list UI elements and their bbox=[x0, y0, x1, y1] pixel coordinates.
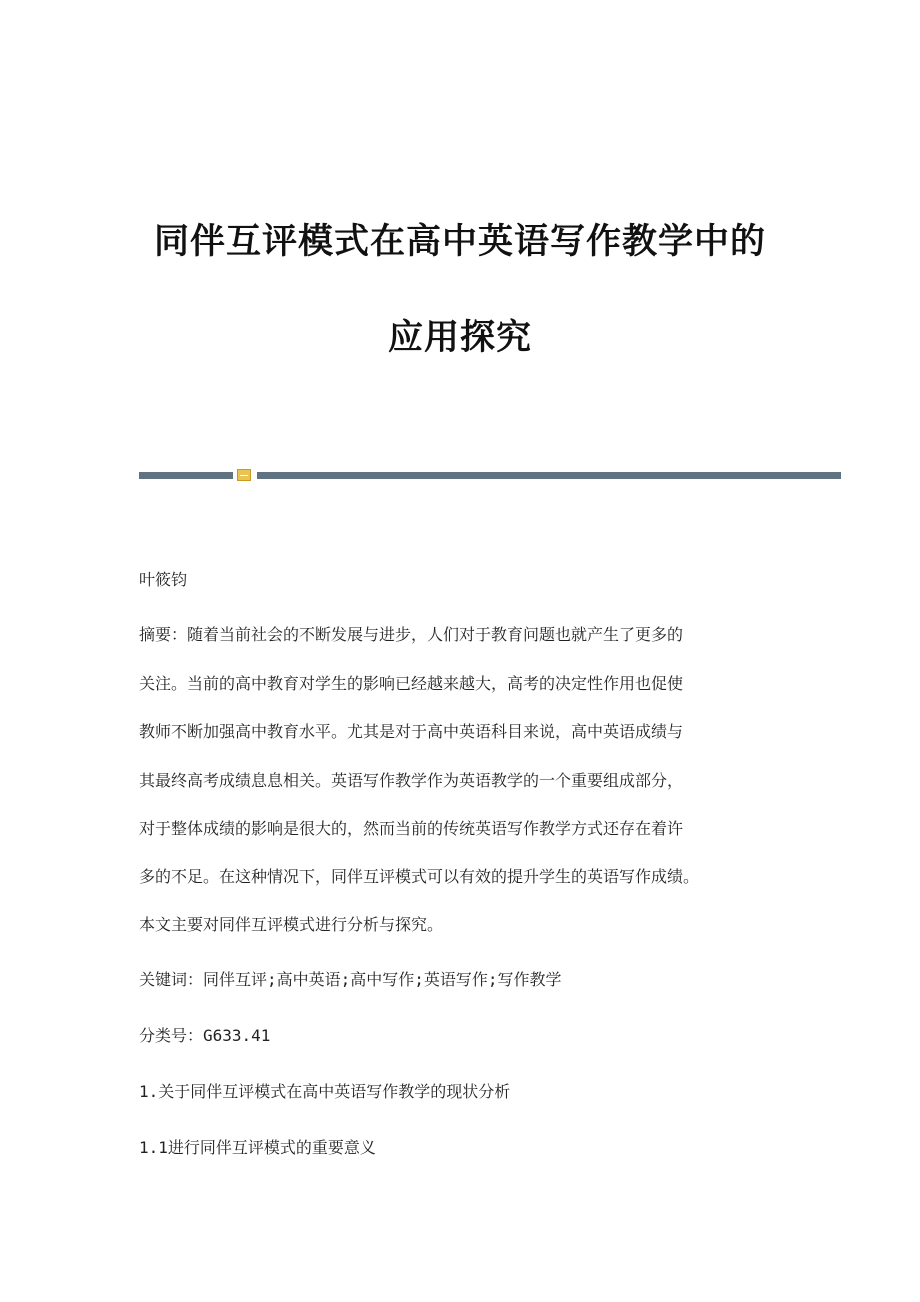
section-heading-1-1: 1.1进行同伴互评模式的重要意义 bbox=[139, 1138, 376, 1157]
divider-bar-right bbox=[257, 472, 841, 479]
abstract-line: 对于整体成绩的影响是很大的，然而当前的传统英语写作教学方式还存在着许 bbox=[139, 819, 684, 838]
section-heading-1: 1.关于同伴互评模式在高中英语写作教学的现状分析 bbox=[139, 1082, 511, 1101]
abstract-line: 关注。当前的高中教育对学生的影响已经越来越大，高考的决定性作用也促使 bbox=[139, 674, 684, 693]
paper-title-line-2: 应用探究 bbox=[387, 318, 532, 358]
abstract-line: 本文主要对同伴互评模式进行分析与探究。 bbox=[139, 915, 444, 934]
envelope-icon bbox=[237, 469, 251, 481]
title-divider bbox=[139, 469, 841, 481]
abstract-line: 多的不足。在这种情况下，同伴互评模式可以有效的提升学生的英语写作成绩。 bbox=[139, 867, 700, 886]
abstract-line: 教师不断加强高中教育水平。尤其是对于高中英语科目来说，高中英语成绩与 bbox=[139, 722, 684, 741]
keywords: 关键词：同伴互评;高中英语;高中写作;英语写作;写作教学 bbox=[139, 970, 562, 989]
author-name: 叶筱钧 bbox=[139, 570, 188, 589]
paper-title-line-1: 同伴互评模式在高中英语写作教学中的 bbox=[153, 222, 766, 262]
abstract-line: 其最终高考成绩息息相关。英语写作教学作为英语教学的一个重要组成部分， bbox=[139, 771, 684, 790]
classification-number: 分类号：G633.41 bbox=[139, 1026, 271, 1045]
divider-bar-left bbox=[139, 472, 233, 479]
abstract-line: 摘要：随着当前社会的不断发展与进步，人们对于教育问题也就产生了更多的 bbox=[139, 625, 684, 644]
